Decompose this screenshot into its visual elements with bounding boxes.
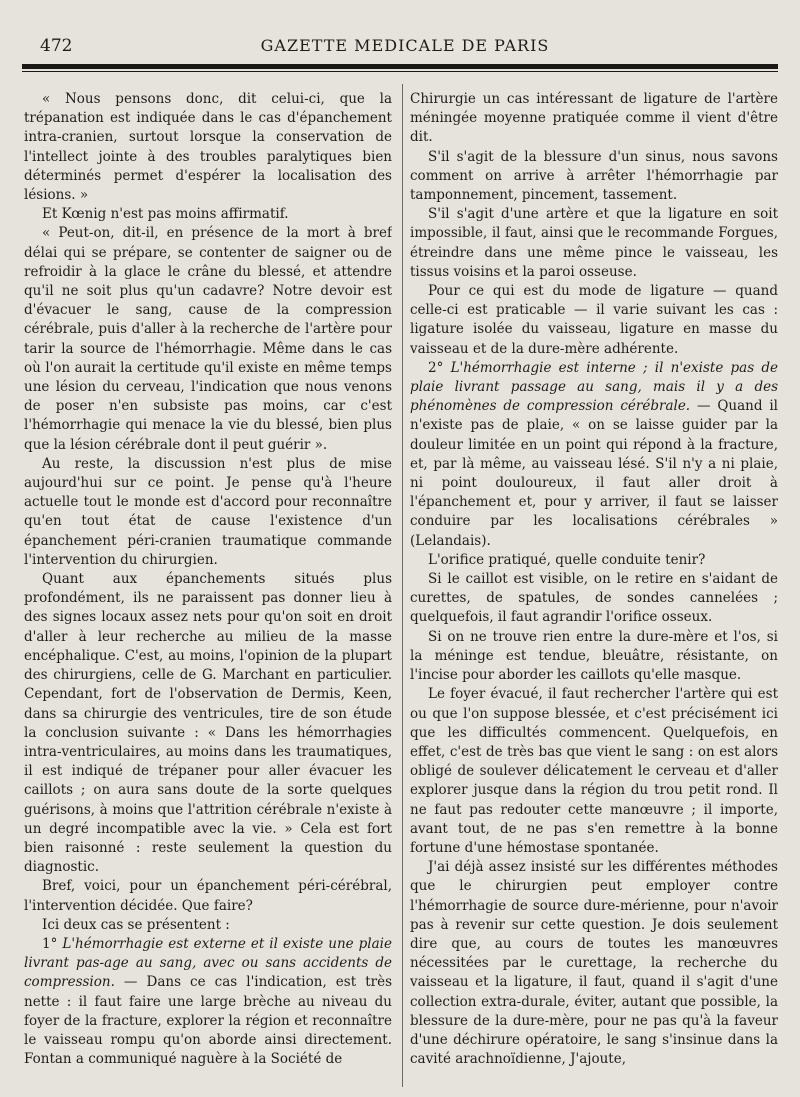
paragraph <box>410 858 778 1069</box>
paragraph-text: Et Kœnig n'est pas moins affirmatif. <box>42 206 289 223</box>
paragraph <box>24 877 392 915</box>
paragraph-text: Quant aux épanchements situés plus profondément, ils ne paraissent pas donner lieu à des signes locaux assez nets pour qu'on soit en droit d'aller à leur recherche au milieu de la masse encéphalique. C'est, au moins, l'opinion de la plupart des chirurgiens, celle de G. Marchant en particulier. Cependant, fort de l'observation de Dermis, Keen, dans sa chirurgie des ventricules, tire de son étude la conclusion suivante : « Dans les hémorrhagies intra-ventriculaires, au moins dans les traumatiques, il est indiqué de trépaner pour aller évacuer les caillots ; on aura sans doute de la sorte quelques guérisons, à moins que l'attrition cérébrale n'existe à un degré incompatible avec la vie. » Cela est fort bien raisonné : reste seulement la question du diagnostic. <box>24 571 392 876</box>
paragraph <box>24 935 392 1069</box>
paragraph <box>24 224 392 454</box>
paragraph <box>410 359 778 551</box>
section-number: 2° <box>428 359 451 376</box>
paragraph <box>24 916 392 935</box>
paragraph <box>410 551 778 570</box>
page-number: 472 <box>40 36 73 56</box>
paragraph <box>410 685 778 858</box>
paragraph-text: Si on ne trouve rien entre la dure-mère et l'os, si la méninge est tendue, bleuâtre, résistante, on l'incise pour aborder les caillots qu'elle masque. <box>410 628 778 684</box>
paragraph-text: Au reste, la discussion n'est plus de mise aujourd'hui sur ce point. Je pense qu'à l'heure actuelle tout le monde est d'accord pour reconnaître qu'en tout état de cause l'existence d'un épanchement péri-cranien traumatique commande l'intervention du chirurgien. <box>24 455 392 568</box>
section-heading: L'hémorrhagie est interne ; il n'existe pas de plaie livrant passage au sang, mais il y a des phénomènes de compression cérébrale. <box>410 359 778 415</box>
paragraph <box>24 90 392 205</box>
paragraph-text: Ici deux cas se présentent : <box>42 916 230 933</box>
paragraph-text: L'orifice pratiqué, quelle conduite tenir? <box>428 551 706 568</box>
paragraph <box>410 570 778 628</box>
paragraph-text: Bref, voici, pour un épanchement péri-cérébral, l'intervention décidée. Que faire? <box>24 878 392 914</box>
section-heading: L'hémorrhagie est externe et il existe une plaie livrant pas-age au sang, avec ou sans accidents de compression. <box>24 935 392 991</box>
paragraph <box>24 455 392 570</box>
paragraph <box>24 570 392 877</box>
paragraph <box>410 282 778 359</box>
column-divider <box>402 84 403 1087</box>
paragraph <box>24 205 392 224</box>
paragraph-text: Si le caillot est visible, on le retire en s'aidant de curettes, de spatules, de sondes cannelées ; quelquefois, il faut agrandir l'orifice osseux. <box>410 571 778 626</box>
paragraph-text: J'ai déjà assez insisté sur les différentes méthodes que le chirurgien peut employer contre l'hémorrhagie de source dure-mérienne, pour n'avoir pas à revenir sur cette question. Je dois seulement dire que, au cours de toutes les manœuvres nécessitées par le curettage, la recherche du vaisseau et la ligature, il faut, quand il s'agit d'une collection extra-durale, éviter, autant que possible, la blessure de la dure-mère, pour ne pas qu'à la faveur d'une déchirure opératoire, le sang s'insinue dans la cavité arachnoïdienne, J'ajoute, <box>410 859 778 1068</box>
paragraph <box>410 90 778 148</box>
header-rule-thick <box>22 64 778 69</box>
paragraph <box>410 205 778 282</box>
left-column <box>24 90 392 1089</box>
header-rule-thin <box>22 71 778 72</box>
paragraph-text: S'il s'agit d'une artère et que la ligature en soit impossible, il faut, ainsi que le recommande Forgues, étreindre dans une même pince le vaisseau, les tissus voisins et la paroi osseuse. <box>410 206 778 280</box>
journal-title: GAZETTE MEDICALE DE PARIS <box>260 36 550 55</box>
paragraph <box>410 148 778 206</box>
paragraph-text: « Nous pensons donc, dit celui-ci, que la trépanation est indiquée dans le cas d'épanchement intra-cranien, surtout lorsque la conservation de l'intellect jointe à des troubles paralytiques bien déterminés permet d'espérer la localisation des lésions. » <box>24 91 392 204</box>
paragraph-text: — Dans ce cas l'indication, est très nette : il faut faire une large brèche au niveau du foyer de la fracture, explorer la région et reconnaître le vaisseau rompu qu'on aborde ainsi directement. Fontan a communiqué naguère à la Société de <box>24 974 392 1068</box>
page-header <box>40 36 770 58</box>
paragraph-text: Pour ce qui est du mode de ligature — quand celle-ci est praticable — il varie suivant les cas : ligature isolée du vaisseau, ligature en masse du vaisseau et de la dure-mère adhérente. <box>410 283 778 357</box>
paragraph-text: Le foyer évacué, il faut rechercher l'artère qui est ou que l'on suppose blessée, et c'est précisément ici que les difficultés commencent. Quelquefois, en effet, c'est de très bas que vient le sang : on est alors obligé de soulever délicatement le cerveau et d'aller explorer jusque dans la région du trou petit rond. Il ne faut pas redouter cette manœuvre ; il importe, avant tout, de ne pas s'en remettre à la bonne fortune d'une hémostase spontanée. <box>410 686 778 856</box>
paragraph-text: — Quand il n'existe pas de plaie, « on se laisse guider par la douleur limitée en un point qui répond à la fracture, et, par là même, au vaisseau lésé. S'il n'y a ni plaie, ni point douloureux, il faut aller droit à l'épanchement et, pour y arriver, il faut se laisser conduire par les localisations cérébrales » (Lelandais). <box>410 398 778 549</box>
paragraph-text: Chirurgie un cas intéressant de ligature de l'artère méningée moyenne pratiquée comme il vient d'être dit. <box>410 91 778 146</box>
paragraph <box>410 628 778 686</box>
paragraph-text: « Peut-on, dit-il, en présence de la mort à bref délai qui se prépare, se contenter de saigner ou de refroidir à la glace le crâne du blessé, et attendre qu'il ne soit plus qu'un cadavre? Notre devoir est d'évacuer le sang, cause de la compression cérébrale, puis d'aller à la recherche de l'artère pour tarir la source de l'hémorrhagie. Même dans le cas où l'on aurait la certitude qu'il existe en même temps une lésion du cerveau, l'indication que nous venons de poser n'en subsiste pas moins, car c'est l'hémorrhagie qui menace la vie du blessé, bien plus que la lésion cérébrale dont il peut guérir ». <box>24 225 392 453</box>
right-column <box>410 90 778 1089</box>
section-number: 1° <box>42 935 63 952</box>
paragraph-text: S'il s'agit de la blessure d'un sinus, nous savons comment on arrive à arrêter l'hémorrhagie par tamponnement, pincement, tassement. <box>410 148 778 204</box>
